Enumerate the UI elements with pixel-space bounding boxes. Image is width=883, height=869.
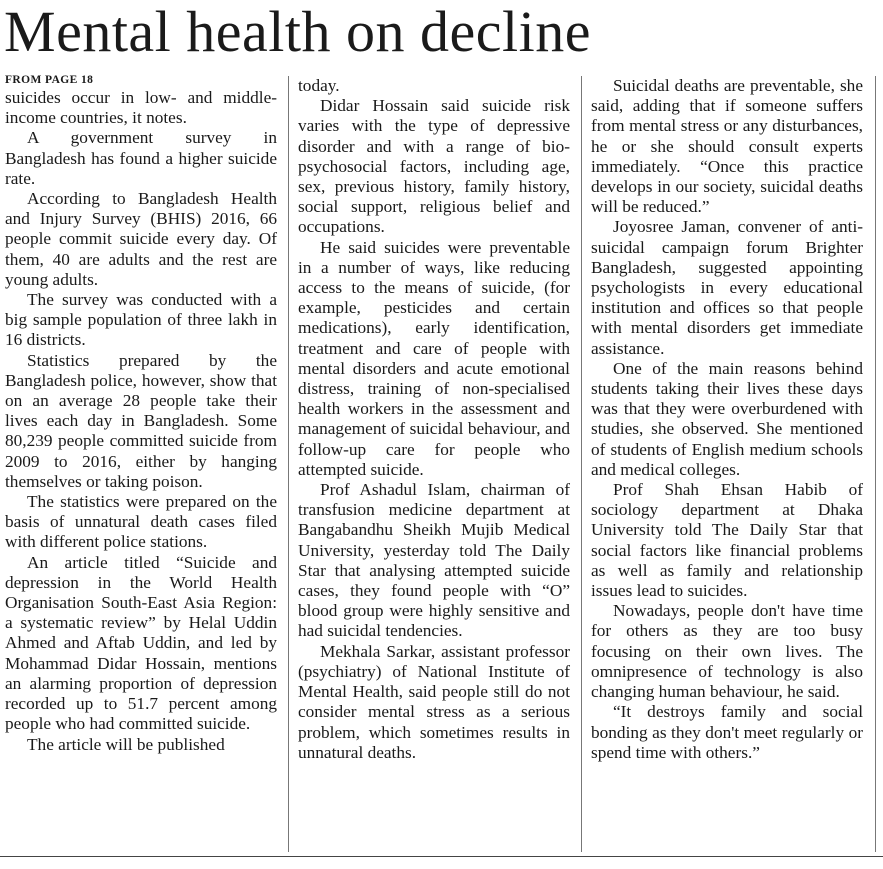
paragraph: According to Bangladesh Health and Injury Survey (BHIS) 2016, 66 people commit suicide every day. Of them, 40 are adults and the rest are young adults.	[5, 189, 277, 289]
paragraph: He said suicides were preventable in a number of ways, like reducing access to the means of suicide, (for example, pesticides and certain medications), early identification, treatment and care of people with mental disorders and acute emotional distress, training of non-specialised health workers in the assessment and management of suicidal behaviour, and follow-up care for people who attempted suicide.	[298, 237, 570, 479]
column-3	[591, 76, 863, 763]
paragraph: Suicidal deaths are preventable, she said, adding that if someone suffers from mental stress or any disturbances, he or she should consult experts immediately. “Once this practice develops in our society, suicidal deaths will be reduced.”	[591, 76, 863, 217]
paragraph: Statistics prepared by the Bangladesh police, however, show that on an average 28 people take their lives each day in Bangladesh. Some 80,239 people committed suicide from 2009 to 2016, either by hanging themselves or taking poison.	[5, 350, 277, 491]
paragraph: The statistics were prepared on the basis of unnatural death cases filed with different police stations.	[5, 492, 277, 552]
paragraph: suicides occur in low- and middle-income countries, it notes.	[5, 88, 277, 128]
paragraph: Didar Hossain said suicide risk varies with the type of depressive disorder and with a range of bio-psychosocial factors, including age, sex, previous history, family history, social support, religious belief and occupations.	[298, 96, 570, 237]
paragraph: today.	[298, 76, 340, 95]
paragraph: The article will be published	[27, 734, 225, 754]
paragraph: “It destroys family and social bonding as they don't meet regularly or spend time with others.”	[591, 702, 863, 762]
headline: Mental health on decline	[4, 0, 591, 64]
column-2	[298, 76, 570, 763]
paragraph: One of the main reasons behind students taking their lives these days was that they were overburdened with studies, she observed. She mentioned of students of English medium schools and medical colleges.	[591, 358, 863, 479]
paragraph: Joyosree Jaman, convener of anti-suicidal campaign forum Brighter Bangladesh, suggested appointing psychologists in every educational institution and offices so that people with mental disorders get immediate assistance.	[591, 217, 863, 358]
paragraph: Mekhala Sarkar, assistant professor (psychiatry) of National Institute of Mental Health, said people still do not consider mental stress as a serious problem, which sometimes results in unnatural deaths.	[298, 641, 570, 762]
paragraph: A government survey in Bangladesh has found a higher suicide rate.	[5, 128, 277, 188]
column-divider	[288, 76, 289, 852]
paragraph: Prof Shah Ehsan Habib of sociology department at Dhaka University told The Daily Star that social factors like financial problems as well as family and relationship issues lead to suicides.	[591, 480, 863, 601]
bottom-rule	[0, 856, 883, 857]
paragraph: The survey was conducted with a big sample population of three lakh in 16 districts.	[5, 290, 277, 350]
jumpline: FROM PAGE 18	[5, 74, 94, 86]
column-divider	[875, 76, 876, 852]
paragraph: Prof Ashadul Islam, chairman of transfusion medicine department at Bangabandhu Sheikh Mujib Medical University, yesterday told The Daily Star that analysing attempted suicide cases, they found people with “O” blood group were highly sensitive and had suicidal tendencies.	[298, 480, 570, 641]
column-divider	[581, 76, 582, 852]
column-1	[5, 73, 277, 755]
paragraph: An article titled “Suicide and depression in the World Health Organisation South-East Asia Region: a systematic review” by Helal Uddin Ahmed and Aftab Uddin, and led by Mohammad Didar Hossain, mentions an alarming proportion of depression recorded up to 51.7 percent among people who had committed suicide.	[5, 552, 277, 734]
paragraph: Nowadays, people don't have time for others as they are too busy focusing on their own lives. The omnipresence of technology is also changing human behaviour, he said.	[591, 601, 863, 702]
